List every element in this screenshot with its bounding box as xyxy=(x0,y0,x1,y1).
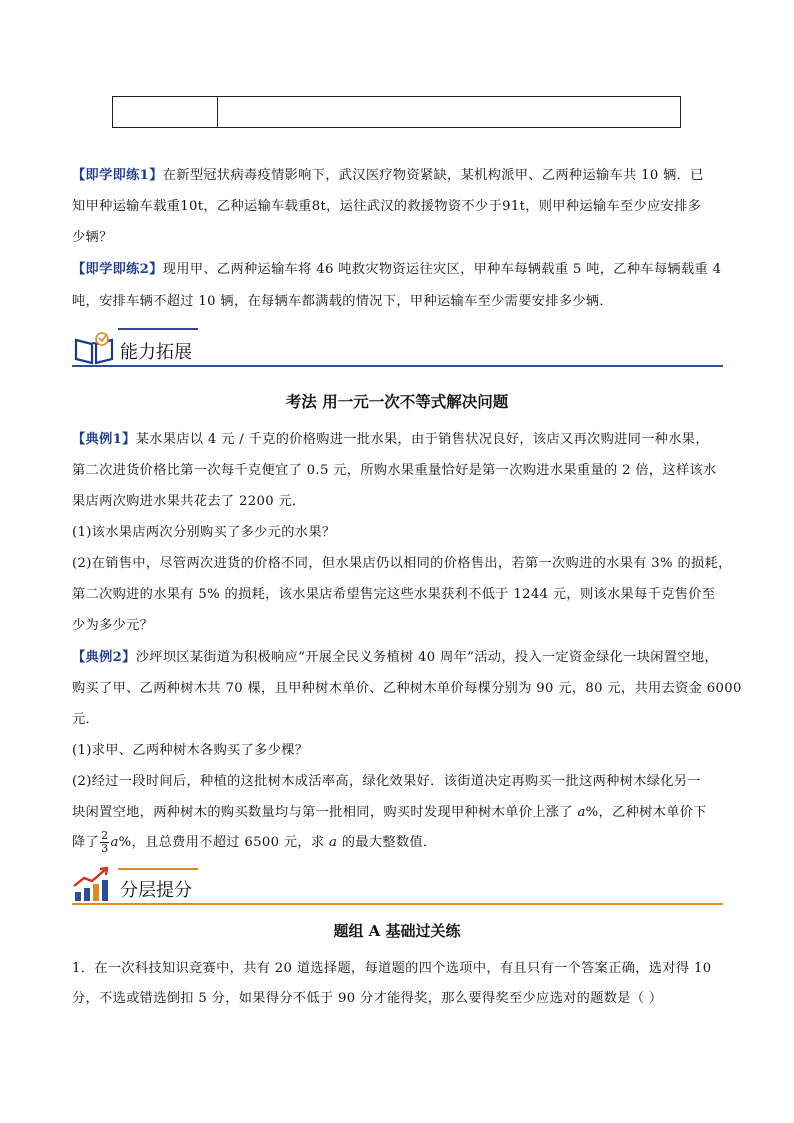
example2-line3: 元． xyxy=(72,712,100,727)
book-icon xyxy=(72,330,116,366)
growth-chart-icon xyxy=(72,866,112,902)
section2-top-accent xyxy=(118,868,198,870)
example2-line1: 【典例2】沙坪坝区某街道为积极响应“开展全民义务植树 40 周年”活动，投入一定资金绿化一块闲置空地， xyxy=(72,650,718,665)
practice2-line2: 吨，安排车辆不超过 10 辆，在每辆车都满载的情况下，甲种运输车至少需要安排多少辆． xyxy=(72,294,613,309)
practice1-line2: 知甲种运输车载重10t，乙种运输车载重8t，运往武汉的救援物资不少于91t，则甲种运输车至少应安排多 xyxy=(72,199,702,214)
example2-question2-line2: 块闲置空地，两种树木的购买数量均与第一批相同，购买时发现甲种树木单价上涨了 a%，乙种树木单价下 xyxy=(72,805,707,820)
example2-line2: 购买了甲、乙两种树木共 70 棵，且甲种树木单价、乙种树木单价每棵分别为 90 元，80 元，共用去资金 6000 xyxy=(72,681,742,696)
example1-question1: (1)该水果店两次分别购买了多少元的水果？ xyxy=(72,525,336,540)
table-fragment xyxy=(112,96,681,128)
example1-question2-line3: 少为多少元？ xyxy=(72,618,154,633)
fraction: $\frac{2}{3}$ xyxy=(101,829,109,855)
problem1-line2: 分，不选或错选倒扣 5 分，如果得分不低于 90 分才能得奖，那么要得奖至少应选对的题数是（ ） xyxy=(72,991,663,1006)
practice2-line1: 【即学即练2】现用甲、乙两种运输车将 46 吨救灾物资运往灾区，甲种车每辆载重 5 吨，乙种车每辆载重 4 xyxy=(72,262,722,277)
example1-question2-line2: 第二次购进的水果有 5% 的损耗，该水果店希望售完这些水果获利不低于 1244 元，则该水果每千克售价至 xyxy=(72,587,716,602)
section1-rule xyxy=(72,365,723,367)
example2-question2-line3: 降了 $\frac{2}{3}$ a%，且总费用不超过 6500 元，求 a 的最大整数值． xyxy=(72,829,437,855)
table-divider xyxy=(217,97,218,127)
problem1-line1: 1．在一次科技知识竞赛中，共有 20 道选择题，每道题的四个选项中，有且只有一个答案正确，选对得 10 xyxy=(72,961,712,976)
section1-top-accent xyxy=(118,328,198,330)
example2-question2-line1: (2)经过一段时间后，种植的这批树木成活率高，绿化效果好．该街道决定再购买一批这两种树木绿化另一 xyxy=(72,774,701,789)
example1-line1: 【典例1】某水果店以 4 元 / 千克的价格购进一批水果，由于销售状况良好，该店又再次购进同一种水果， xyxy=(72,432,709,447)
example2-question1: (1)求甲、乙两种树木各购买了多少棵？ xyxy=(72,743,309,758)
section2-rule xyxy=(72,903,723,905)
method-title: 考法 用一元一次不等式解决问题 xyxy=(285,392,509,411)
practice1-line1: 【即学即练1】在新型冠状病毒疫情影响下，武汉医疗物资紧缺，某机构派甲、乙两种运输车共 10 辆．已 xyxy=(72,168,704,183)
practice1-line3: 少辆？ xyxy=(72,230,113,245)
section1-title: 能力拓展 xyxy=(120,342,192,363)
section2-title: 分层提分 xyxy=(120,880,192,901)
group-title: 题组 A 基础过关练 xyxy=(333,922,461,940)
example1-line2: 第二次进货价格比第一次每千克便宜了 0.5 元，所购水果重量恰好是第一次购进水果重量的 2 倍，这样该水 xyxy=(72,463,717,478)
example1-line3: 果店两次购进水果共花去了 2200 元． xyxy=(72,494,306,509)
example1-question2-line1: (2)在销售中，尽管两次进货的价格不同，但水果店仍以相同的价格售出，若第一次购进的水果有 3% 的损耗， xyxy=(72,556,732,571)
